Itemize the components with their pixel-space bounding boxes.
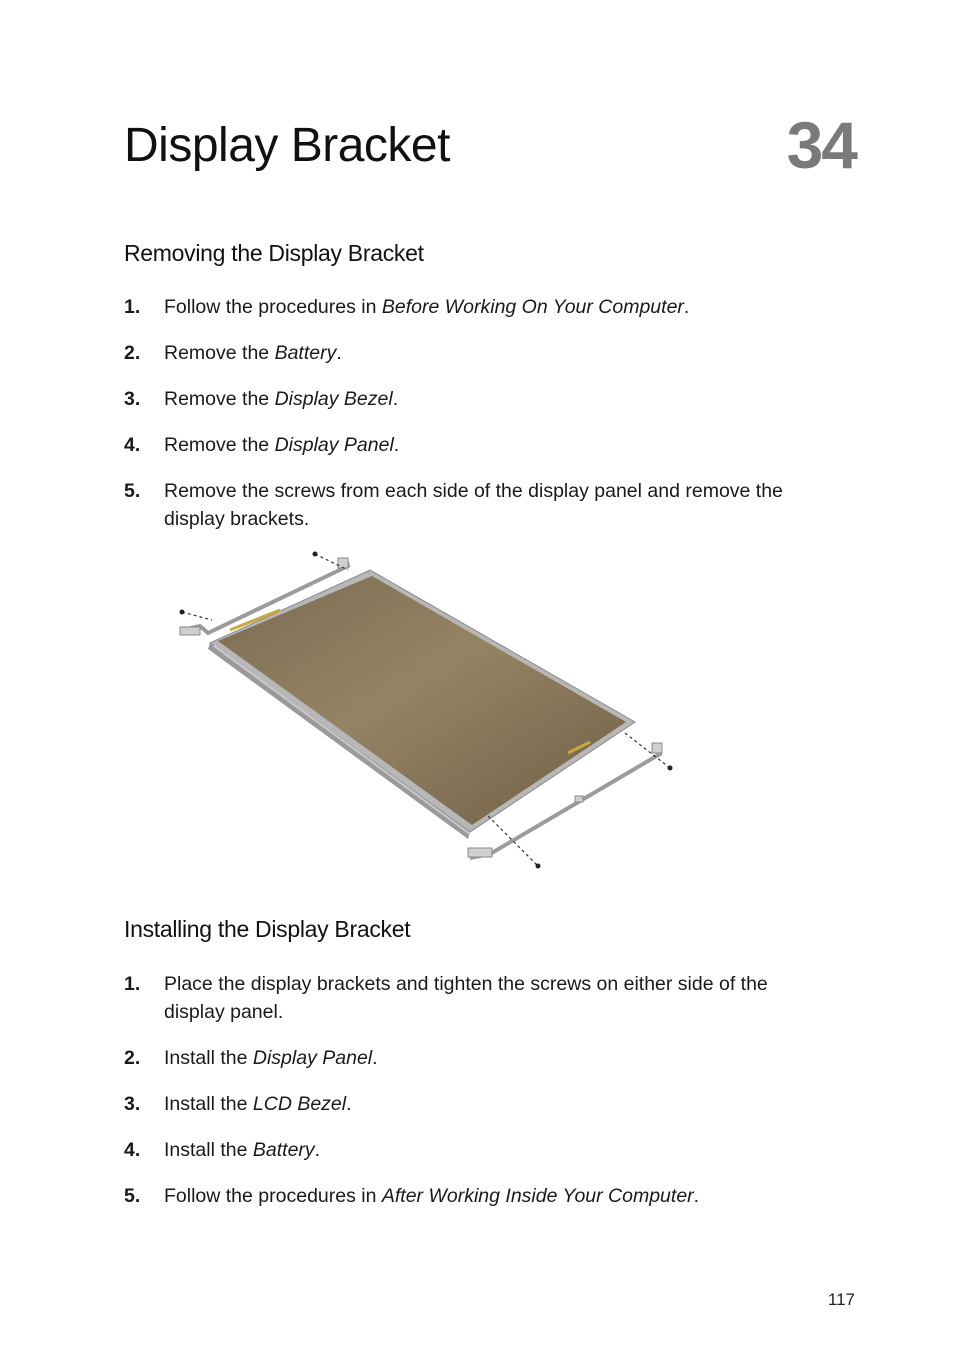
- step-text-end: .: [372, 1047, 378, 1069]
- step-text-end: .: [314, 1139, 321, 1161]
- step-number: 4.: [124, 434, 141, 456]
- step-link[interactable]: Before Working On Your Computer: [381, 296, 684, 318]
- step-number: 4.: [124, 1139, 141, 1161]
- step-number: 5.: [124, 480, 141, 502]
- step-text-end: .: [336, 342, 342, 364]
- step-number: 1.: [124, 296, 141, 318]
- page-number: 117: [827, 1290, 855, 1309]
- step-text: Remove the: [164, 434, 275, 456]
- step-link[interactable]: Display Panel: [274, 434, 394, 456]
- step-link[interactable]: LCD Bezel: [252, 1093, 347, 1115]
- step-link[interactable]: Display Panel: [252, 1047, 373, 1069]
- list-item: [124, 339, 824, 367]
- step-text-end: .: [393, 434, 400, 456]
- step-text: Install the: [164, 1047, 253, 1069]
- list-item: [124, 293, 824, 321]
- installing-steps-list: [124, 970, 824, 1210]
- step-text: Follow the procedures in: [164, 1185, 382, 1207]
- chapter-number: 34: [786, 108, 856, 182]
- list-item: [124, 1136, 824, 1164]
- step-link[interactable]: Display Bezel: [274, 388, 393, 410]
- list-item: [124, 385, 824, 413]
- step-text-end: .: [346, 1093, 352, 1115]
- list-item: [124, 1182, 824, 1210]
- step-number: 3.: [124, 388, 141, 410]
- removing-steps-list: [124, 293, 824, 533]
- list-item: [124, 431, 824, 459]
- step-text: Install the: [164, 1093, 253, 1115]
- display-panel-brackets-illustration-icon: [170, 548, 690, 878]
- step-link[interactable]: Battery: [274, 342, 337, 364]
- step-text: Place the display brackets and tighten the screws on either side of the display panel.: [164, 973, 768, 1023]
- step-text: Remove the: [164, 388, 275, 410]
- step-number: 2.: [124, 342, 141, 364]
- section-heading-installing: Installing the Display Bracket: [124, 916, 411, 942]
- list-item: [124, 477, 824, 533]
- step-number: 2.: [124, 1047, 141, 1069]
- step-text-end: .: [392, 388, 399, 410]
- step-text-end: .: [683, 296, 690, 318]
- step-text: Install the: [164, 1139, 253, 1161]
- step-text-end: .: [693, 1185, 700, 1207]
- step-number: 5.: [124, 1185, 141, 1207]
- step-link[interactable]: After Working Inside Your Computer: [381, 1185, 694, 1207]
- chapter-title: Display Bracket: [124, 119, 450, 172]
- step-text: Remove the: [164, 342, 275, 364]
- step-text: Follow the procedures in: [164, 296, 382, 318]
- list-item: [124, 1090, 824, 1118]
- step-text: Remove the screws from each side of the display panel and remove the display brackets.: [164, 480, 783, 530]
- list-item: [124, 1044, 824, 1072]
- list-item: [124, 970, 824, 1026]
- step-number: 1.: [124, 973, 141, 995]
- display-bracket-figure: [170, 548, 690, 878]
- step-link[interactable]: Battery: [252, 1139, 315, 1161]
- section-heading-removing: Removing the Display Bracket: [124, 240, 424, 266]
- step-number: 3.: [124, 1093, 141, 1115]
